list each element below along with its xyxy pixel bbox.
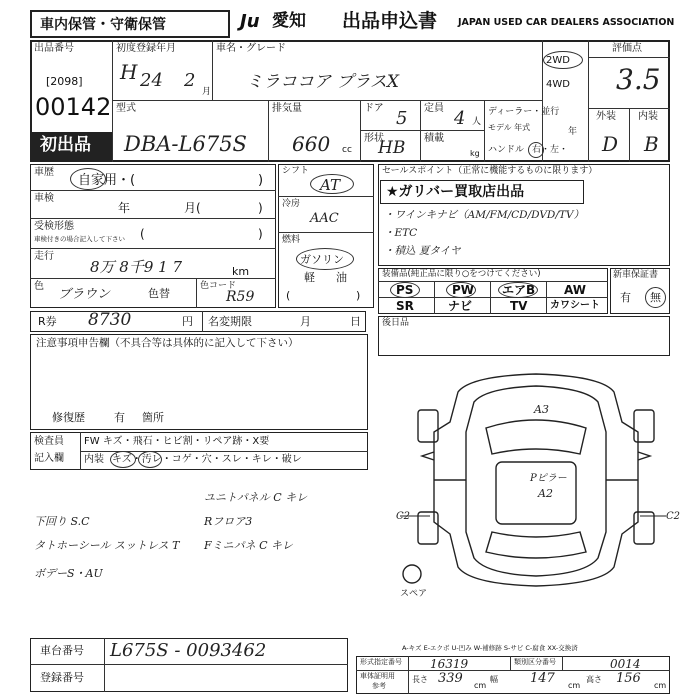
model-year-label: モデル 年式 xyxy=(488,123,531,132)
width-unit: cm xyxy=(568,681,581,690)
width-label: 幅 xyxy=(490,675,498,684)
lot-number: 00142 xyxy=(35,93,112,121)
shape-label: 形状 xyxy=(364,133,384,144)
lot-bracket: [2098] xyxy=(46,75,83,88)
color-change-label: 色替 xyxy=(148,287,170,300)
height-value: 156 xyxy=(616,671,641,686)
interior-row: キズ・汚レ・コゲ・穴・スレ・キレ・破レ xyxy=(112,454,302,465)
fw-row: FW キズ・飛石・ヒビ割・リペア跡・X要 xyxy=(84,436,270,447)
category-box xyxy=(30,10,230,38)
reg-year: 24 xyxy=(140,70,163,91)
drive-2wd: 2WD xyxy=(546,55,570,66)
transfer-label: 名変期限 xyxy=(208,315,252,328)
diagram-c2-left: C2 xyxy=(396,511,411,522)
lot-label: 出品番号 xyxy=(34,43,74,54)
equip-airbag-circle xyxy=(498,282,538,298)
kg-unit: kg xyxy=(470,149,480,158)
equip-sr: SR xyxy=(396,299,414,313)
fuel-selected-circle xyxy=(296,248,354,270)
interior-value: B xyxy=(644,132,659,156)
reg-no-label: 登録番号 xyxy=(40,671,84,684)
length-value: 339 xyxy=(438,671,463,686)
shift-label: シフト xyxy=(282,166,310,176)
length-label: 長さ xyxy=(412,675,428,684)
fuel-gasoline: ガソリン xyxy=(300,253,344,266)
dims-label: 車体証明用 xyxy=(360,672,395,680)
class-label: 類別区分番号 xyxy=(514,658,556,666)
capacity-label: 定員 xyxy=(424,103,444,114)
equip-seat: カワシート xyxy=(550,300,600,311)
note-line: Fミニパネ C キレ xyxy=(204,539,293,552)
shift-selected-circle xyxy=(310,174,354,194)
selling-point: ・ETC xyxy=(384,227,418,239)
model-value: DBA-L675S xyxy=(124,132,247,156)
r-ticket-frame xyxy=(30,311,366,332)
height-label: 高さ xyxy=(586,675,602,684)
equip-airbag: エアB xyxy=(502,283,536,297)
yen-unit: 円 xyxy=(182,315,193,328)
note-line: 下回り S.C xyxy=(34,515,90,528)
color-label: 色 xyxy=(34,281,44,292)
equip-navi: ナビ xyxy=(448,299,473,313)
r-value: 8730 xyxy=(88,310,132,330)
capacity-value: 4 xyxy=(454,108,466,129)
form-no-value: 16319 xyxy=(430,657,469,671)
handle-label: ハンドル xyxy=(488,145,525,155)
usage-label: 車歴 xyxy=(34,167,54,178)
gulliver-label: ★ガリバー買取店出品 xyxy=(386,184,525,200)
ref-label: 参考 xyxy=(372,682,386,690)
drive-4wd: 4WD xyxy=(546,79,570,90)
usage-value: 自家用・( xyxy=(78,173,136,188)
association-name: JAPAN USED CAR DEALERS ASSOCIATION xyxy=(458,17,675,28)
fuel-oil: 油 xyxy=(336,271,347,284)
interior-stain-circle xyxy=(138,451,162,468)
form-no-label: 形式指定番号 xyxy=(360,658,402,666)
mileage-label: 走行 xyxy=(34,251,54,262)
interior-row-label: 内装 xyxy=(84,454,104,465)
receipt-open: ( xyxy=(140,227,145,241)
receipt-label: 受検形態 xyxy=(34,221,74,232)
reg-label: 初度登録年月 xyxy=(116,43,176,54)
equip-tv: TV xyxy=(510,299,528,313)
org-name: 愛知 xyxy=(272,11,306,31)
car-name: ミラココア プラスX xyxy=(246,72,399,92)
interior-label: 内装 xyxy=(638,111,658,122)
dealer-label: ディーラー・並行 xyxy=(488,107,560,117)
ju-logo: Ju xyxy=(240,11,260,32)
repair-place: 箇所 xyxy=(142,411,164,424)
year-unit: 年 xyxy=(568,127,578,137)
model-label: 型式 xyxy=(116,103,136,114)
fuel-open: ( xyxy=(286,289,291,302)
category-label: 車内保管・守衛保管 xyxy=(40,17,166,33)
ac-value: AAC xyxy=(310,211,339,226)
cc-unit: cc xyxy=(342,145,352,155)
drive-2wd-circle xyxy=(543,51,583,69)
equip-pw: PW xyxy=(452,283,475,297)
load-label: 積載 xyxy=(424,133,444,144)
note-line: ユニトパネル C キレ xyxy=(204,491,308,504)
diagram-c2-right: C2 xyxy=(666,511,681,522)
inspection-close: ) xyxy=(258,201,263,215)
damage-legend: A-キズ E-エクボ U-凹み W-補修跡 S-サビ C-腐食 XX-交換済 xyxy=(402,644,578,652)
shape-value: HB xyxy=(378,138,406,158)
usage-selected-circle xyxy=(70,168,106,190)
inspector-line2: 記入欄 xyxy=(34,453,64,464)
grade-label: 評価点 xyxy=(612,43,642,54)
notes-label: 注意事項申告欄（不具合等は具体的に記入して下さい） xyxy=(36,337,299,349)
diagram-a2: A2 xyxy=(538,487,553,500)
name-label: 車名・グレード xyxy=(216,43,286,54)
handle-options: 右・左・ xyxy=(532,145,569,155)
shift-value: AT xyxy=(320,176,341,194)
serial-label: 車台番号 xyxy=(40,644,84,657)
selling-label: セールスポイント（正常に機能するものに限ります） xyxy=(382,166,598,176)
transfer-month: 月 xyxy=(300,315,311,328)
repair-value: 有 xyxy=(114,411,125,424)
fuel-light: 軽 xyxy=(304,271,315,284)
note-line: ボデーS・AU xyxy=(34,567,103,580)
inspection-label: 車検 xyxy=(34,193,54,204)
displacement-value: 660 xyxy=(292,132,331,156)
serial-value: L675S - 0093462 xyxy=(110,640,267,661)
usage-close: ) xyxy=(258,173,264,188)
after-item-frame xyxy=(378,316,670,356)
diagram-a3: A3 xyxy=(534,403,549,416)
mileage-unit: km xyxy=(232,265,250,278)
ac-label: 冷房 xyxy=(282,199,301,209)
door-label: ドア xyxy=(364,103,384,114)
color-code-value: R59 xyxy=(226,289,255,305)
r-label: R券 xyxy=(38,315,57,328)
fuel-label: 燃料 xyxy=(282,235,301,245)
warranty-no: 無 xyxy=(650,291,661,304)
mileage-value: 8万 8千9 1 7 xyxy=(90,258,183,276)
width-value: 147 xyxy=(530,671,555,686)
color-value: ブラウン xyxy=(58,287,111,302)
grade-value: 3.5 xyxy=(616,63,661,96)
interior-scratch-circle xyxy=(110,451,136,468)
inspection-year: 年 xyxy=(118,201,131,215)
note-line: タトホーシール スットレス T xyxy=(34,539,180,552)
equip-ps: PS xyxy=(396,283,414,297)
length-unit: cm xyxy=(474,681,487,690)
handle-selected-circle xyxy=(528,142,544,158)
spare-label: スペア xyxy=(400,589,428,599)
reg-month-unit: 月 xyxy=(202,87,212,97)
reg-month: 2 xyxy=(184,70,196,91)
equip-ps-circle xyxy=(390,282,420,298)
selling-point: ・積込 夏タイヤ xyxy=(384,245,461,257)
note-line: Rフロア3 xyxy=(204,515,253,528)
warranty-yes: 有 xyxy=(620,291,631,304)
repair-label: 修復歴 xyxy=(52,411,85,424)
door-value: 5 xyxy=(396,108,408,129)
height-unit: cm xyxy=(654,681,667,690)
warranty-no-circle xyxy=(645,287,666,308)
document-title: 出品申込書 xyxy=(342,10,438,32)
equipment-label: 装備品(純正品に限り○をつけてください) xyxy=(382,269,541,279)
diagram-pillar: Pピラー xyxy=(530,473,567,484)
inspector-label: 検査員 xyxy=(34,436,64,447)
displacement-label: 排気量 xyxy=(272,103,302,114)
equip-pw-circle xyxy=(446,282,476,298)
receipt-note: 車検付きの場合記入して下さい xyxy=(34,235,125,243)
warranty-label: 新車保証書 xyxy=(613,270,659,280)
exterior-value: D xyxy=(602,132,619,156)
after-label: 後日品 xyxy=(382,318,410,328)
inspection-month: 月( xyxy=(184,201,201,215)
color-code-label: 色コード xyxy=(200,281,237,291)
receipt-close: ) xyxy=(258,227,263,241)
equip-aw: AW xyxy=(564,283,586,297)
fuel-close: ) xyxy=(356,289,361,302)
capacity-unit: 人 xyxy=(472,117,482,127)
selling-point: ・ワインキナビ（AM/FM/CD/DVD/TV） xyxy=(384,209,584,221)
first-listing-label: 初出品 xyxy=(40,135,91,155)
transfer-day: 日 xyxy=(350,315,361,328)
reg-era: H xyxy=(120,60,138,84)
class-value: 0014 xyxy=(610,657,641,671)
exterior-label: 外装 xyxy=(596,111,616,122)
